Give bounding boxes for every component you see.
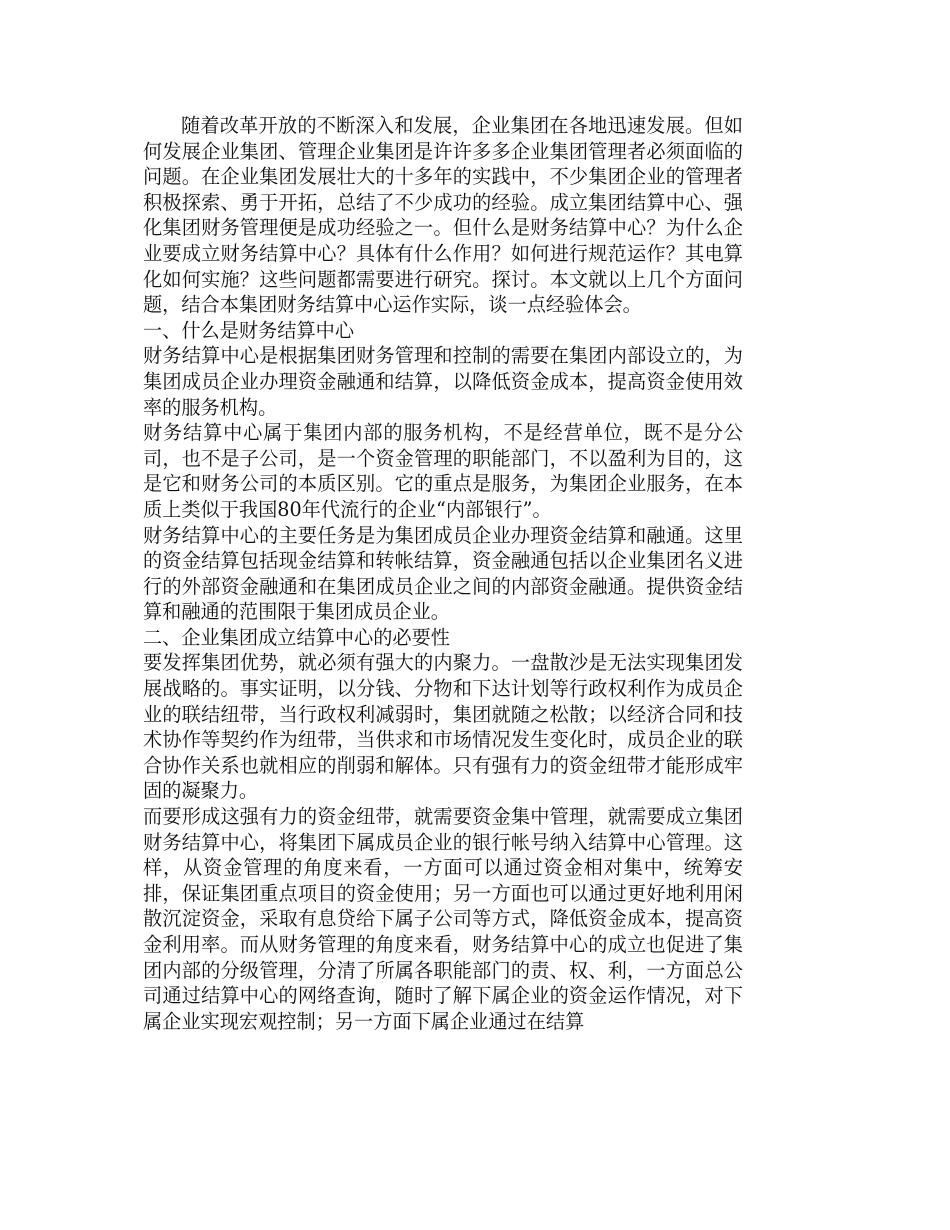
section-heading-2: 二、企业集团成立结算中心的必要性 bbox=[143, 625, 450, 649]
document-body bbox=[143, 113, 743, 1034]
body-paragraph: 要发挥集团优势，就必须有强大的内聚力。一盘散沙是无法实现集团发展战略的。事实证明，以分钱、分物和下达计划等行政权利作为成员企业的联结纽带，当行政权利减弱时，集团就随之松散；以经济合同和技术协作等契约作为纽带，当供求和市场情况发生变化时，成员企业的联合协作关系也就相应的削弱和解体。只有强有力的资金纽带才能形成牢固的凝聚力。 bbox=[143, 651, 743, 803]
section-heading-1: 一、什么是财务结算中心 bbox=[143, 318, 355, 342]
body-paragraph: 财务结算中心是根据集团财务管理和控制的需要在集团内部设立的，为集团成员企业办理资金融通和结算，以降低资金成本，提高资金使用效率的服务机构。 bbox=[143, 344, 743, 419]
body-paragraph: 财务结算中心属于集团内部的服务机构，不是经营单位，既不是分公司，也不是子公司，是一个资金管理的职能部门，不以盈利为目的，这是它和财务公司的本质区别。它的重点是服务，为集团企业服务，在本质上类似于我国80年代流行的企业“内部银行”。 bbox=[143, 421, 743, 521]
body-paragraph: 财务结算中心的主要任务是为集团成员企业办理资金结算和融通。这里的资金结算包括现金结算和转帐结算，资金融通包括以企业集团名义进行的外部资金融通和在集团成员企业之间的内部资金融通。提供资金结算和融通的范围限于集团成员企业。 bbox=[143, 523, 743, 624]
body-paragraph: 而要形成这强有力的资金纽带，就需要资金集中管理，就需要成立集团财务结算中心，将集团下属成员企业的银行帐号纳入结算中心管理。这样，从资金管理的角度来看，一方面可以通过资金相对集中，统筹安排，保证集团重点项目的资金使用；另一方面也可以通过更好地利用闲散沉淀资金，采取有息贷给下属子公司等方式，降低资金成本，提高资金利用率。而从财务管理的角度来看，财务结算中心的成立也促进了集团内部的分级管理，分清了所属各职能部门的责、权、利，一方面总公司通过结算中心的网络查询，随时了解下属企业的资金运作情况，对下属企业实现宏观控制；另一方面下属企业通过在结算 bbox=[143, 805, 743, 1033]
intro-paragraph: 随着改革开放的不断深入和发展，企业集团在各地迅速发展。但如何发展企业集团、管理企业集团是许许多多企业集团管理者必须面临的问题。在企业集团发展壮大的十多年的实践中，不少集团企业的管理者积极探索、勇于开拓，总结了不少成功的经验。成立集团结算中心、强化集团财务管理便是成功经验之一。但什么是财务结算中心？为什么企业要成立财务结算中心？具体有什么作用？如何进行规范运作？其电算化如何实施？这些问题都需要进行研究。探讨。本文就以上几个方面问题，结合本集团财务结算中心运作实际，谈一点经验体会。 bbox=[143, 114, 743, 317]
